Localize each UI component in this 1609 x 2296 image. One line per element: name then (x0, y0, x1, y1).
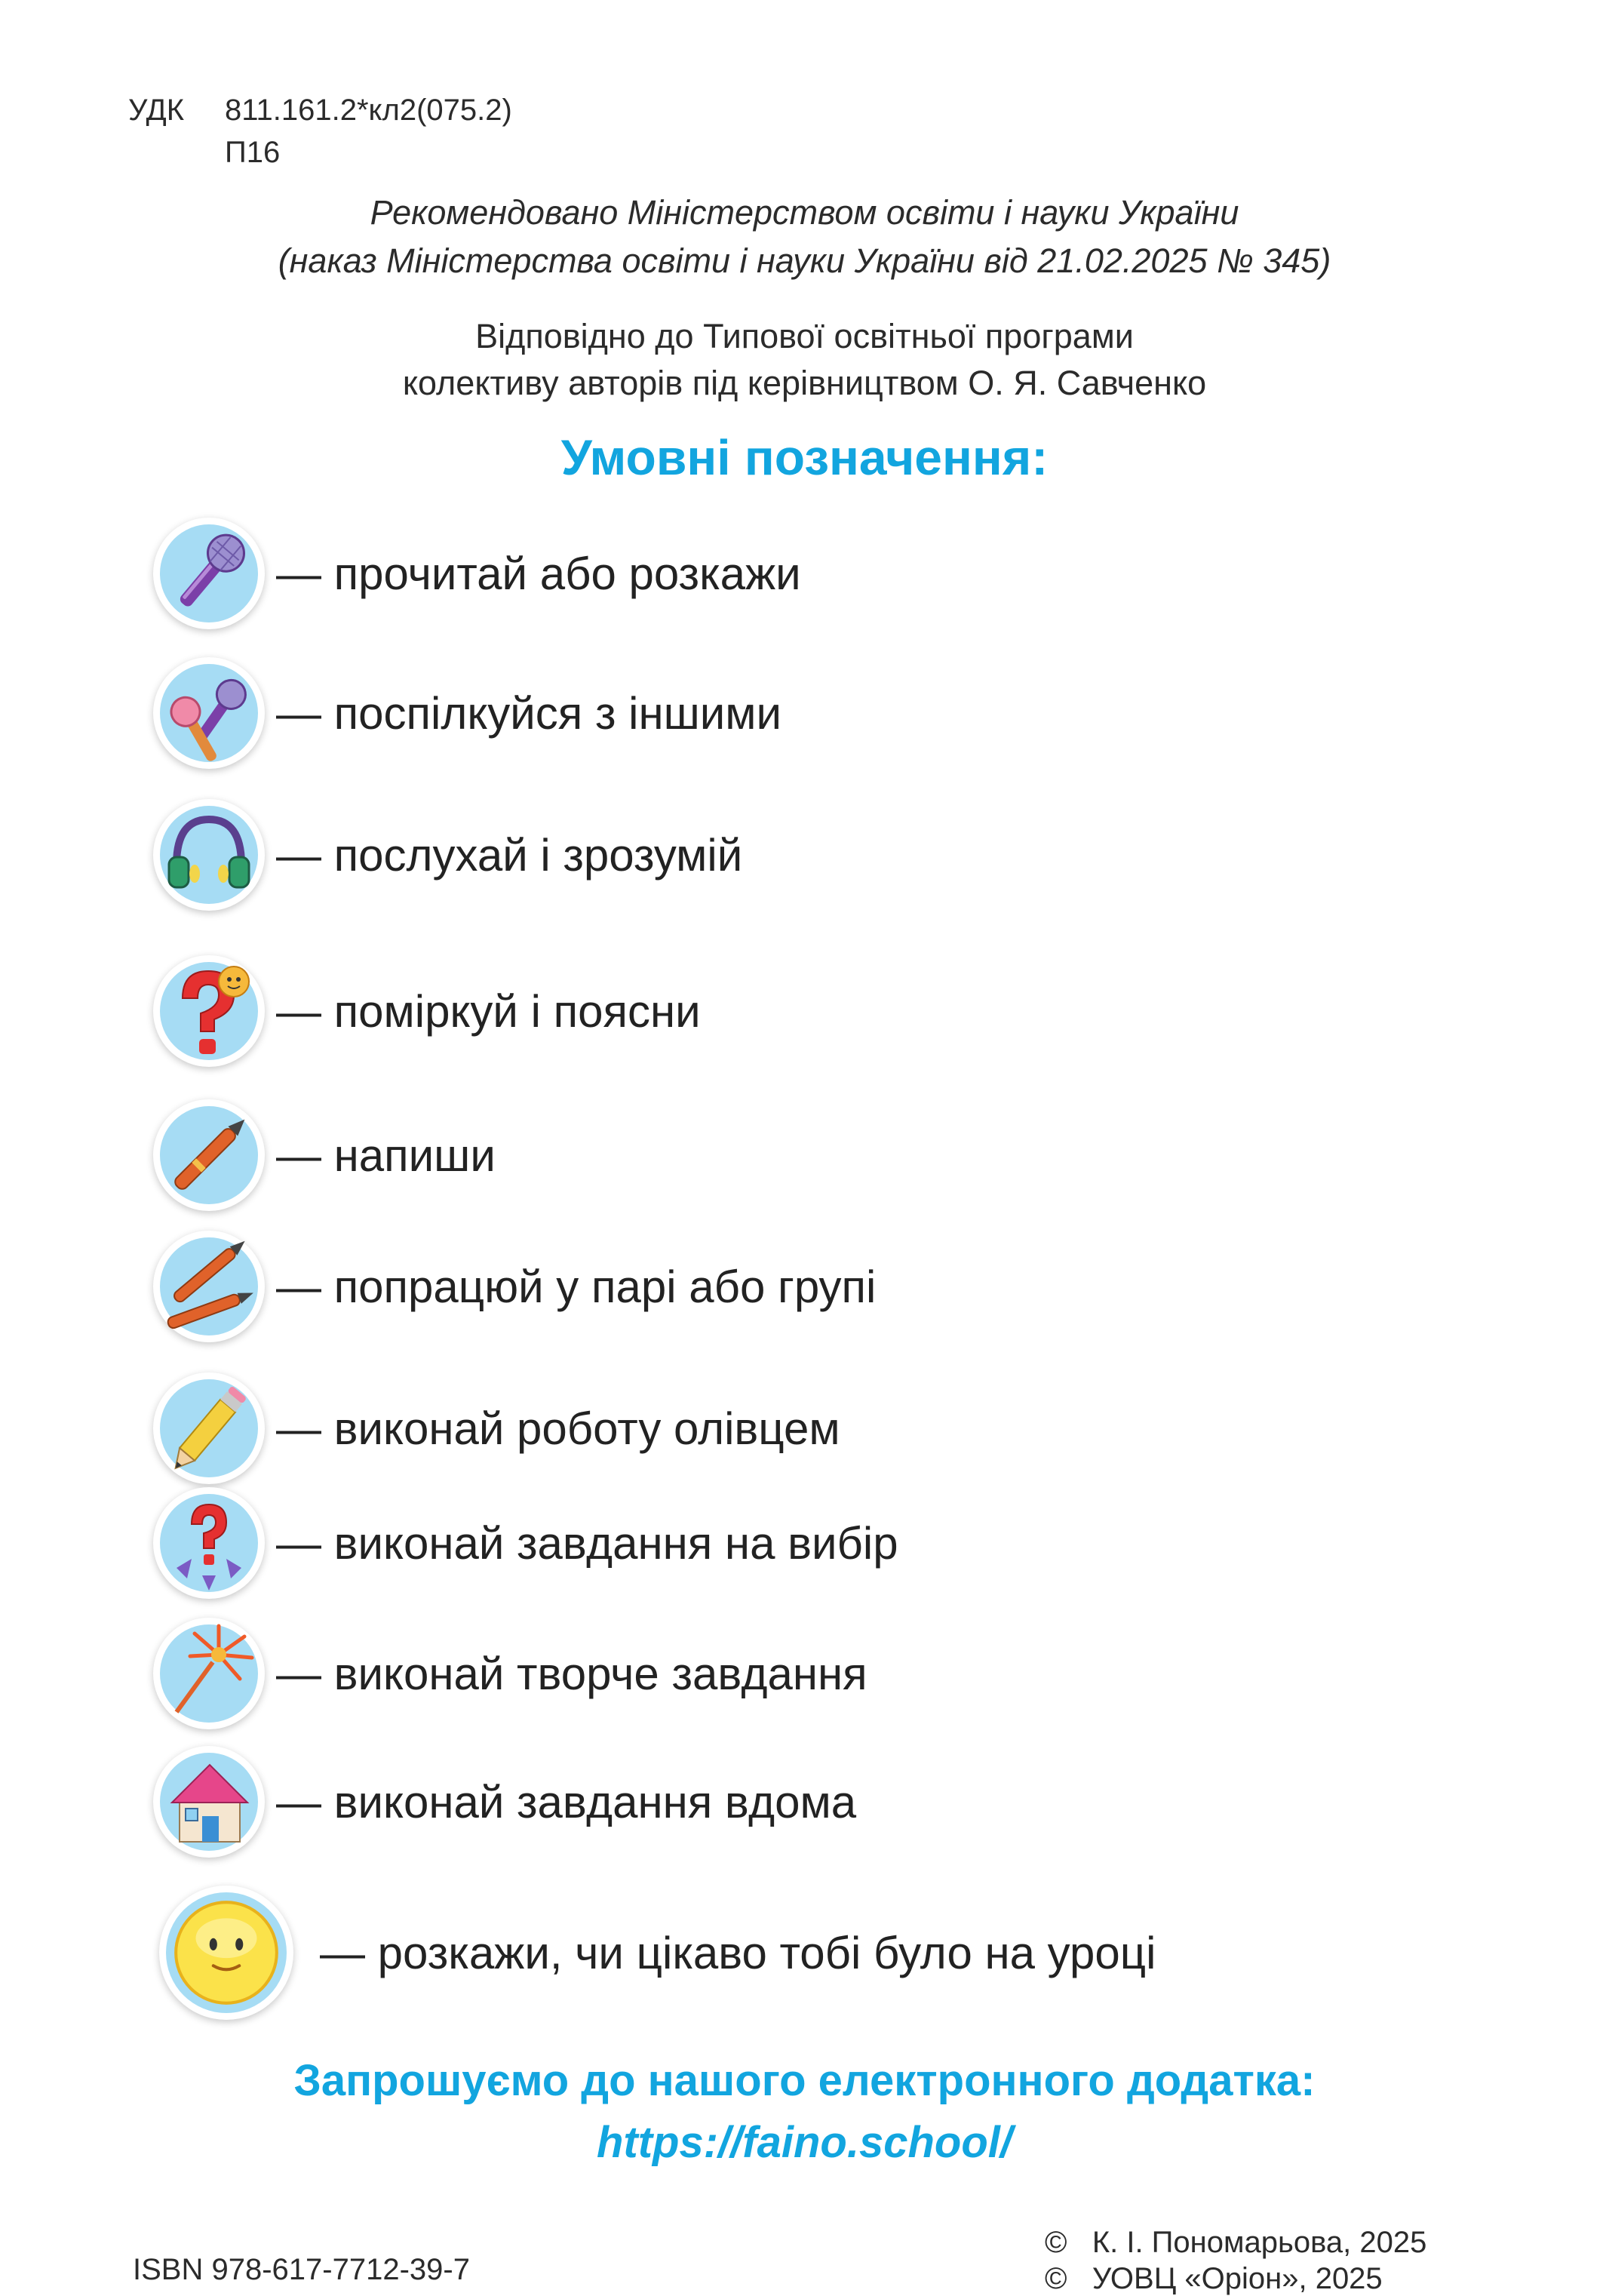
legend-item-text: — попрацюй у парі або групі (276, 1261, 877, 1312)
program-line-2: колективу авторів під керівництвом О. Я. Савченко (402, 364, 1207, 402)
udk-code: 811.161.2*кл2(075.2) (225, 94, 512, 127)
house-icon (160, 1753, 258, 1851)
udk-block (128, 89, 512, 169)
legend-item-text: — виконай завдання на вибір (276, 1517, 898, 1569)
microphone-icon (160, 524, 258, 622)
isbn: ISBN 978-617-7712-39-7 (133, 2253, 470, 2286)
legend-item-write (160, 1099, 496, 1212)
legend-item-text: — прочитай або розкажи (276, 548, 801, 599)
legend-item-listen (160, 798, 742, 911)
recommendation-line-1: Рекомендовано Міністерством освіти і науки України (370, 193, 1239, 232)
pencil-icon (160, 1379, 258, 1477)
legend-item-talk (160, 656, 781, 770)
legend-item-creative (160, 1617, 867, 1730)
recommendation-line-2: (наказ Міністерства освіти і науки України від 21.02.2025 № 345) (278, 241, 1331, 280)
legend-item-text: — виконай завдання вдома (276, 1776, 857, 1827)
headphones-icon (160, 806, 258, 904)
udk-label: УДК (128, 94, 185, 127)
copyright-author: © К. І. Пономарьова, 2025 (1045, 2226, 1427, 2259)
legend-item-text: — напиши (276, 1130, 496, 1181)
pen-icon (160, 1106, 258, 1204)
question-mark-icon (160, 962, 258, 1060)
legend-item-text: — виконай роботу олівцем (276, 1403, 840, 1454)
app-link[interactable]: https://faino.school/ (597, 2118, 1012, 2167)
legend-item-read (160, 517, 801, 630)
legend-item-pair-work (160, 1230, 876, 1343)
legend-item-reflection (166, 1896, 1156, 2009)
program-line-1: Відповідно до Типової освітньої програми (475, 317, 1134, 355)
question-arrows-icon (160, 1494, 258, 1592)
legend-item-text: — поспілкуйся з іншими (276, 687, 782, 739)
legend-title: Умовні позначення: (560, 429, 1049, 485)
udk-index: П16 (225, 136, 281, 169)
legend-item-text: — поміркуй і поясни (276, 985, 701, 1037)
two-pens-icon (160, 1237, 258, 1335)
two-microphones-icon (160, 664, 258, 762)
smiley-icon (166, 1892, 287, 2013)
sparkler-icon (160, 1624, 258, 1723)
invite-text: Запрошуємо до нашого електронного додатка: (293, 2056, 1316, 2105)
legend-item-text: — розкажи, чи цікаво тобі було на уроці (320, 1927, 1156, 1978)
legend-item-text: — послухай і зрозумій (276, 829, 743, 881)
legend-item-choice (160, 1486, 898, 1600)
legend-item-text: — виконай творче завдання (276, 1648, 867, 1699)
legend-item-home (160, 1745, 856, 1858)
copyright-publisher: © УОВЦ «Оріон», 2025 (1045, 2262, 1383, 2295)
legend-item-think (160, 954, 701, 1068)
legend-item-pencil (160, 1372, 840, 1485)
